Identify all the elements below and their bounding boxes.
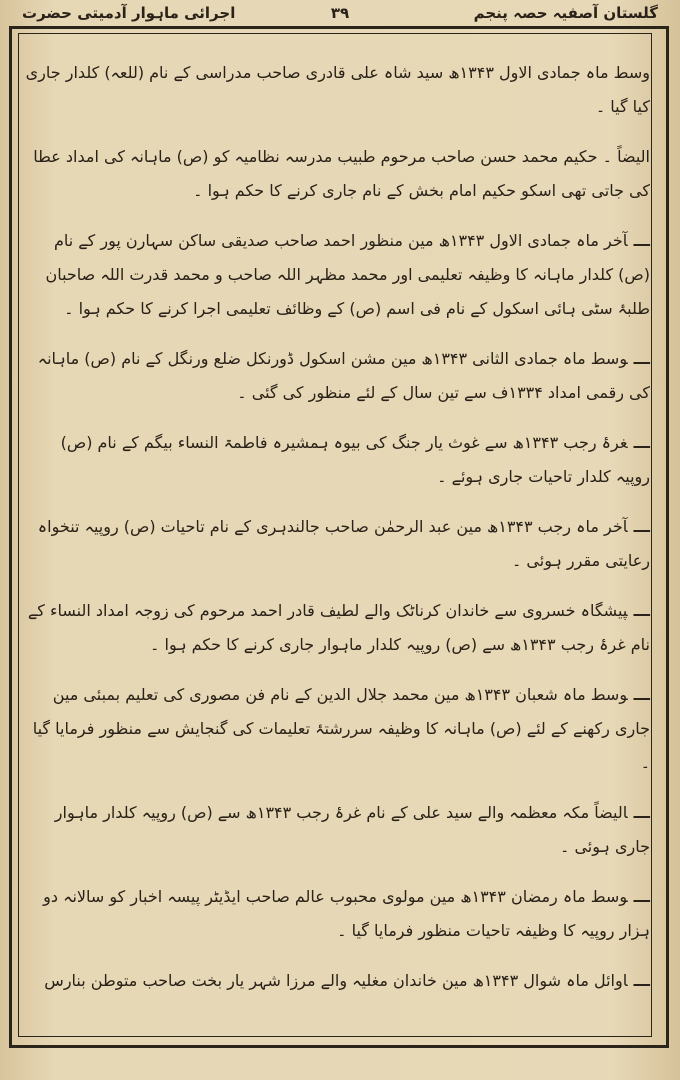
- entry-4-text: وسط ماہ جمادی الثانی ۱۳۴۳ھ مین مشن اسکول ڈورنکل ضلع ورنگل کے نام (ص) ماہانہ کی رقمی امداد ۱۳۳۴ف سے تین سال کے لئے منظور کی گئی ۔: [37, 349, 650, 402]
- entry-11-text: اوائل ماہ شوال ۱۳۴۳ھ مین خاندان مغلیہ والے مرزا شہر یار بخت صاحب متوطن بنارس: [44, 971, 628, 990]
- entry-2-text: الیضاً ۔ حکیم محمد حسن صاحب مرحوم طبیب مدرسہ نظامیہ کو (ص) ماہانہ کی امداد عطا کی جاتی تھی اسکو حکیم امام بخش کے نام جاری کرنے کا حکم ہوا ۔: [33, 147, 650, 200]
- header-book-title: گلستان آصفیہ حصہ پنجم: [473, 4, 658, 22]
- entry-5: [24, 426, 650, 494]
- entry-2: [24, 140, 650, 208]
- entry-9-text: الیضاً مکہ معظمہ والے سید علی کے نام غرۂ رجب ۱۳۴۳ھ سے (ص) روپیہ کلدار ماہوار جاری ہوئی ۔: [54, 803, 650, 856]
- entry-6-text: آخر ماہ رجب ۱۳۴۳ھ مین عبد الرحمٰن صاحب جالندہری کے نام تاحیات (ص) روپیہ تنخواہ رعایتی مقرر ہوئی ۔: [37, 517, 650, 570]
- entry-7-dash: ـــ: [633, 601, 650, 620]
- entry-6: [24, 510, 650, 578]
- entry-11-dash: ـــ: [633, 971, 650, 990]
- entry-8-dash: ـــ: [633, 685, 650, 704]
- entry-7-text: پیشگاہ خسروی سے خاندان کرناٹک والے لطیف قادر احمد مرحوم کی زوجہ امداد النساء کے نام غرۂ رجب ۱۳۴۳ھ سے (ص) روپیہ کلدار ماہوار جاری کرنے کا حکم ہوا ۔: [27, 601, 650, 654]
- entry-9: [24, 796, 650, 864]
- entry-4: [24, 342, 650, 410]
- entry-4-dash: ـــ: [633, 349, 650, 368]
- entry-9-dash: ـــ: [633, 803, 650, 822]
- page-header: [14, 0, 666, 28]
- entry-3: [24, 224, 650, 326]
- header-section-title: اجرائی ماہوار آدمیتی حضرت: [22, 4, 236, 22]
- entry-7: [24, 594, 650, 662]
- entry-3-text: آخر ماہ جمادی الاول ۱۳۴۳ھ مین منظور احمد صاحب صدیقی ساکن سہارن پور کے نام (ص) کلدار ماہانہ کا وظیفہ تعلیمی اور محمد مظہر اللہ صاحب و محمد قدرت اللہ صاحبان طلبۂ سٹی ہائی اسکول کے نام فی اسم (ص) کے وظائف تعلیمی اجرا کرنے کا حکم ہوا ۔: [45, 231, 650, 318]
- entry-8: [24, 678, 650, 780]
- entry-11: [24, 964, 650, 998]
- entry-1: [24, 56, 650, 124]
- entry-10-text: وسط ماہ رمضان ۱۳۴۳ھ مین مولوی محبوب عالم صاحب ایڈیٹر پیسہ اخبار کو سالانہ دو ہزار روپیہ کا وظیفہ تاحیات منظور فرمایا گیا ۔: [43, 887, 650, 940]
- entry-6-dash: ـــ: [633, 517, 650, 536]
- entry-10-dash: ـــ: [633, 887, 650, 906]
- entry-8-text: وسط ماہ شعبان ۱۳۴۳ھ مین محمد جلال الدین کے نام فن مصوری کی تعلیم بمبئی مین جاری رکھنے کے لئے (ص) ماہانہ کا وظیفہ سررشتۂ تعلیمات کی گنجایش سے منظور فرمایا گیا ۔: [32, 685, 650, 772]
- entry-5-dash: ـــ: [633, 433, 650, 452]
- entry-10: [24, 880, 650, 948]
- entry-3-dash: ـــ: [633, 231, 650, 250]
- entry-1-text: وسط ماہ جمادی الاول ۱۳۴۳ھ سید شاہ علی قادری صاحب مدراسی کے نام (للعہ) کلدار جاری کیا گیا ۔: [25, 63, 650, 116]
- page-body: [24, 40, 650, 1030]
- page-number: ۳۹: [330, 4, 350, 22]
- entry-5-text: غرۂ رجب ۱۳۴۳ھ سے غوث یار جنگ کی بیوہ ہمشیرہ فاطمۃ النساء بیگم کے نام (ص) روپیہ کلدار تاحیات جاری ہوئے ۔: [60, 433, 650, 486]
